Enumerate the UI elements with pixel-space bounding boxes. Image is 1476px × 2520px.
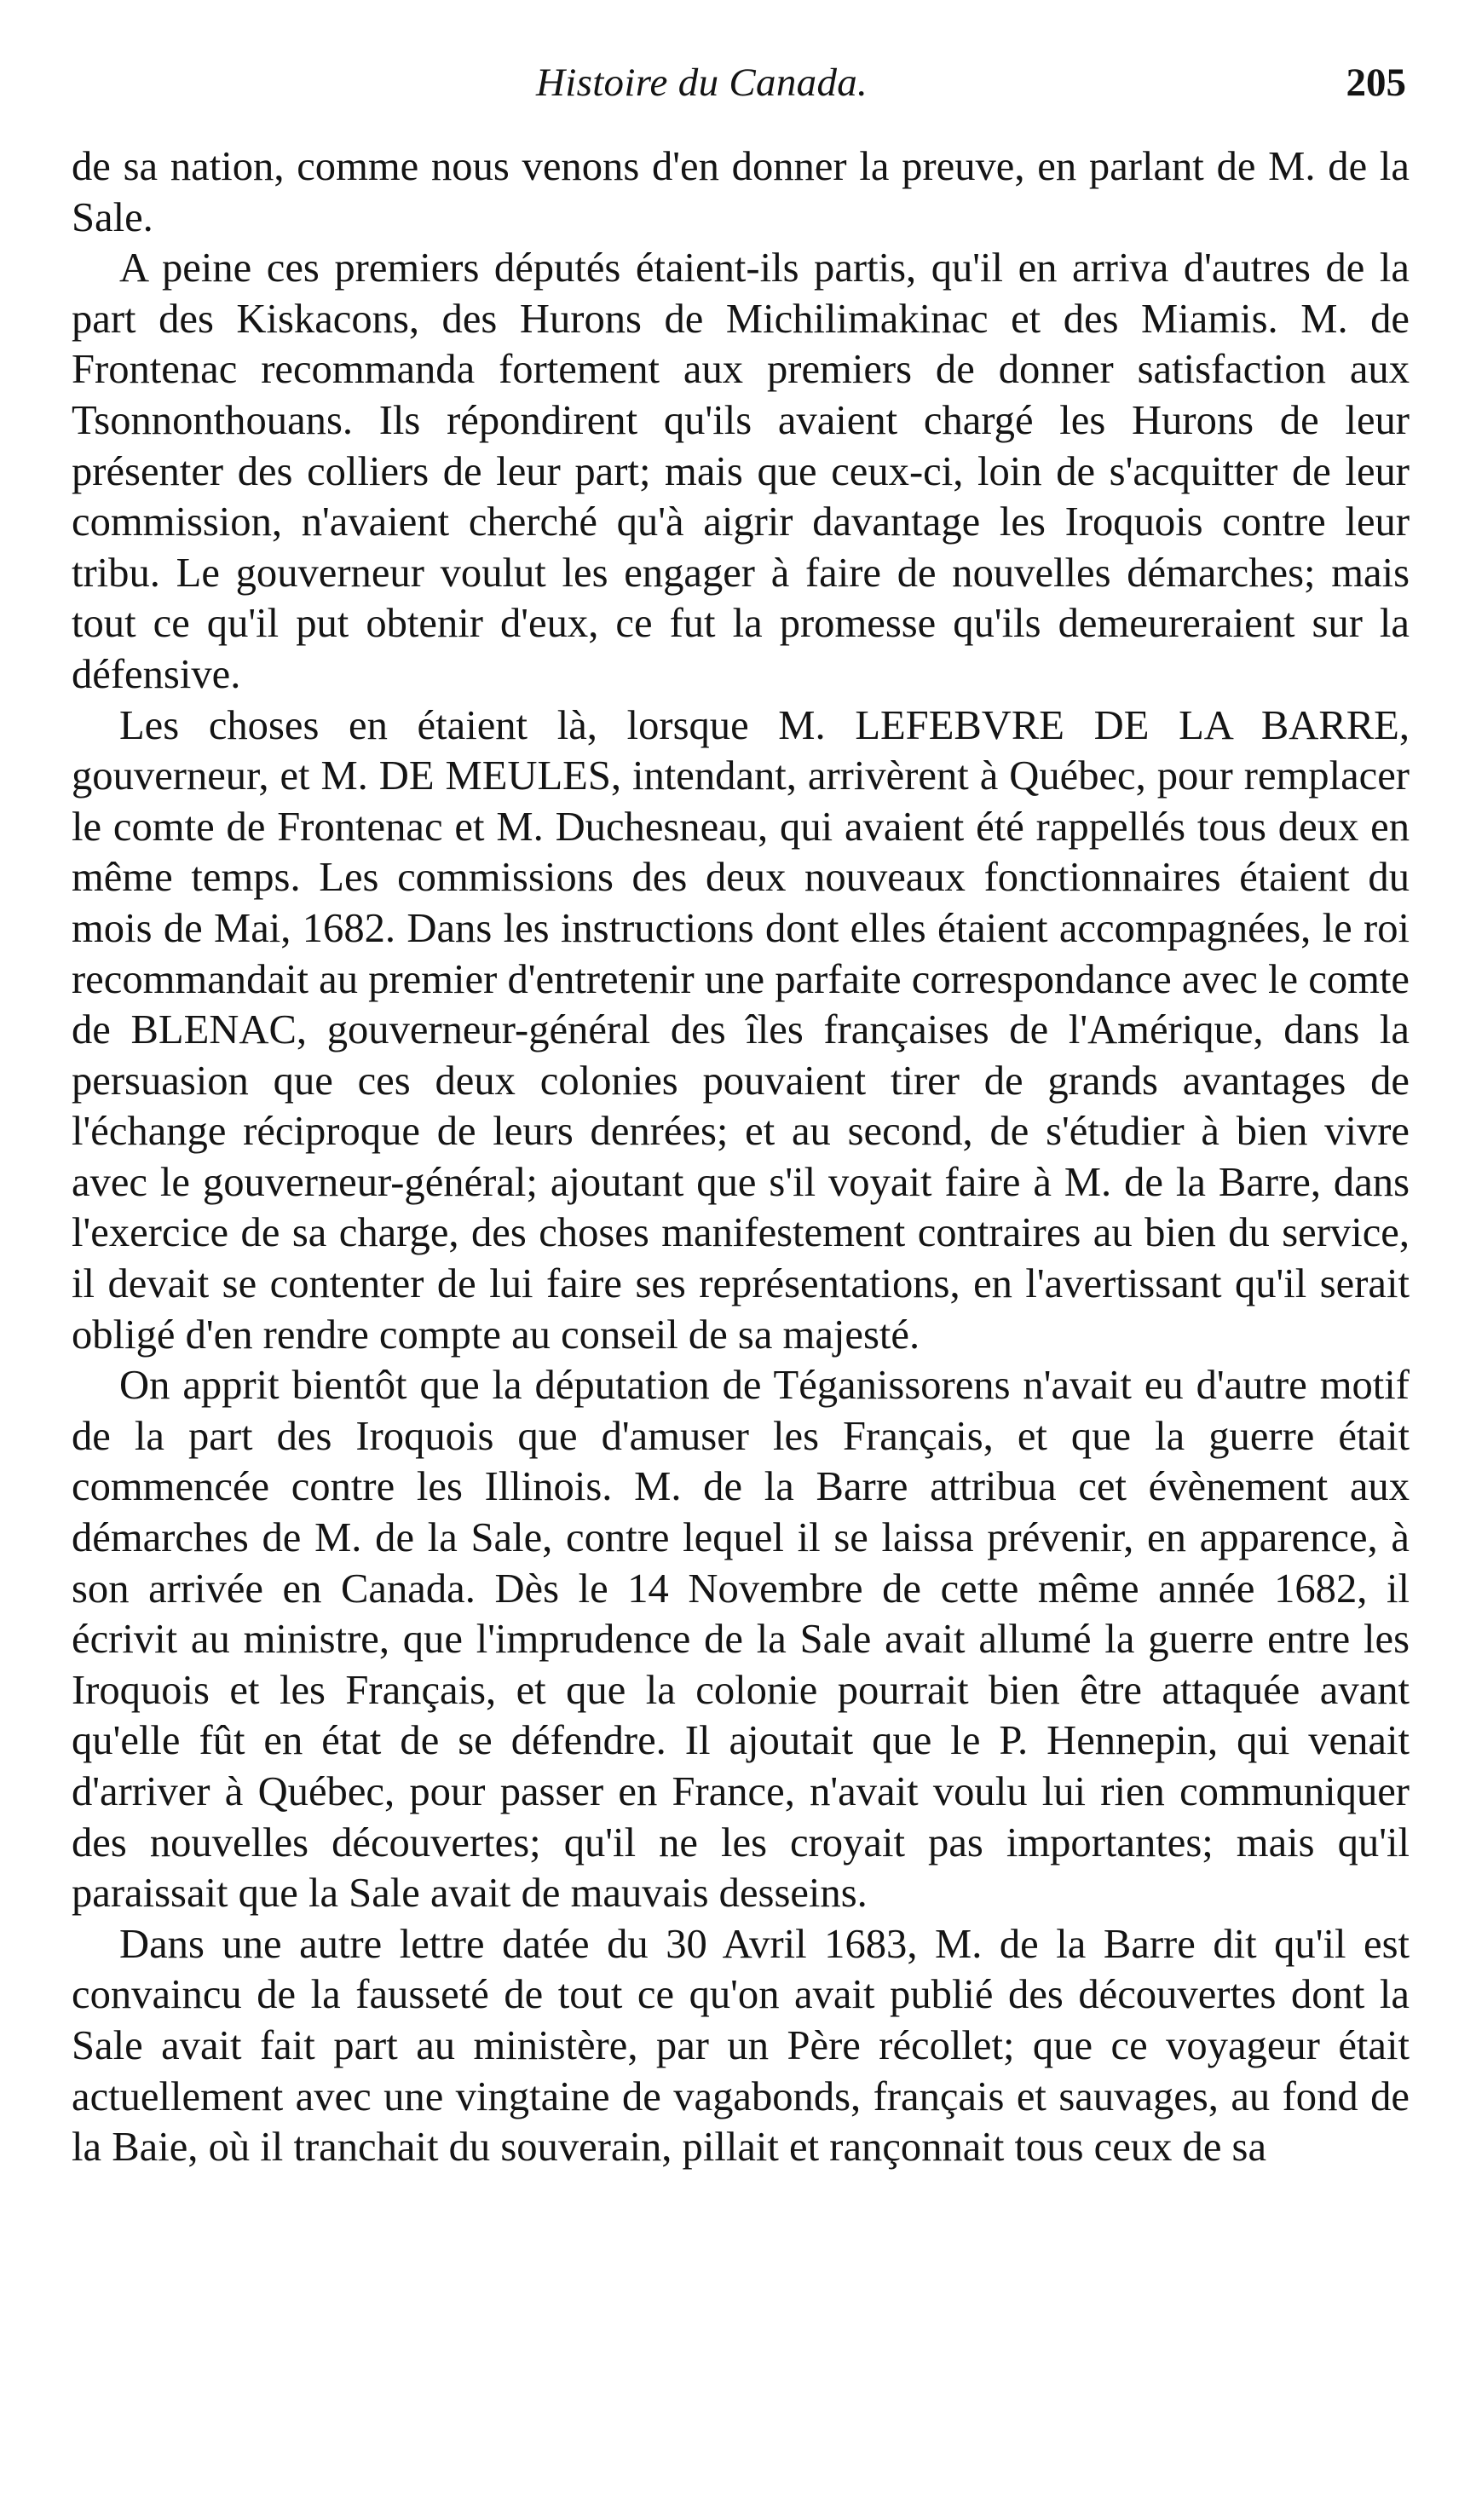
page-number: 205 bbox=[1346, 61, 1406, 105]
paragraph: A peine ces premiers députés étaient-ils partis, qu'il en arriva d'autres de la part des Kiskacons, des Hurons de Michilimakinac et des Miamis. M. de Frontenac recommanda fortement aux premiers de donner satisfaction aux Tsonnonthouans. Ils répondirent qu'ils avaient chargé les Hurons de leur présenter des colliers de leur part; mais que ceux-ci, loin de s'acquitter de leur commission, n'avaient cherché qu'à aigrir davantage les Iroquois contre leur tribu. Le gouverneur voulut les engager à faire de nouvelles démarches; mais tout ce qu'il put obtenir d'eux, ce fut la promesse qu'ils demeureraient sur la défensive. bbox=[72, 245, 1410, 697]
paragraph: On apprit bientôt que la députation de Téganissorens n'avait eu d'autre motif de la part des Iroquois que d'amuser les Français, et que la guerre était commencée contre les Illinois. M. de la Barre attribua cet évènement aux démarches de M. de la Sale, contre lequel il se laissa prévenir, en apparence, à son arrivée en Canada. Dès le 14 Novembre de cette même année 1682, il écrivit au ministre, que l'imprudence de la Sale avait allumé la guerre entre les Iroquois et les Français, et que la colonie pourrait bien être attaquée avant qu'elle fût en état de se défendre. Il ajoutait que le P. Hennepin, qui venait d'arriver à Québec, pour passer en France, n'avait voulu lui rien communiquer des nouvelles découvertes; qu'il ne les croyait pas importantes; mais qu'il paraissait que la Sale avait de mauvais desseins. bbox=[72, 1362, 1410, 1917]
paragraph: Dans une autre lettre datée du 30 Avril 1683, M. de la Barre dit qu'il est convaincu de la fausseté de tout ce qu'on avait publié des découvertes dont la Sale avait fait part au ministère, par un Père récollet; que ce voyageur était actuellement avec une vingtaine de vagabonds, français et sauvages, au fond de la Baie, où il tranchait du souverain, pillait et rançonnait tous ceux de sa bbox=[72, 1920, 1410, 2171]
paragraph: Les choses en étaient là, lorsque M. LEFEBVRE DE LA BARRE, gouverneur, et M. DE MEULES, intendant, arrivèrent à Québec, pour remplacer le comte de Frontenac et M. Duchesneau, qui avaient été rappellés tous deux en même temps. Les commissions des deux nouveaux fonctionnaires étaient du mois de Mai, 1682. Dans les instructions dont elles étaient accompagnées, le roi recommandait au premier d'entretenir une parfaite correspondance avec le comte de BLENAC, gouverneur-général des îles françaises de l'Amérique, dans la persuasion que ces deux colonies pouvaient tirer de grands avantages de l'échange réciproque de leurs denrées; et au second, de s'étudier à bien vivre avec le gouverneur-général; ajoutant que s'il voyait faire à M. de la Barre, dans l'exercice de sa charge, des choses manifestement contraires au bien du service, il devait se contenter de lui faire ses représentations, en l'avertissant qu'il serait obligé d'en rendre compte au conseil de sa majesté. bbox=[72, 701, 1410, 1358]
running-title: Histoire du Canada. bbox=[536, 61, 868, 105]
page-header bbox=[72, 60, 1410, 126]
book-page bbox=[72, 60, 1410, 2173]
body-text bbox=[72, 141, 1410, 2173]
paragraph: de sa nation, comme nous venons d'en donner la preuve, en parlant de M. de la Sale. bbox=[72, 143, 1410, 240]
